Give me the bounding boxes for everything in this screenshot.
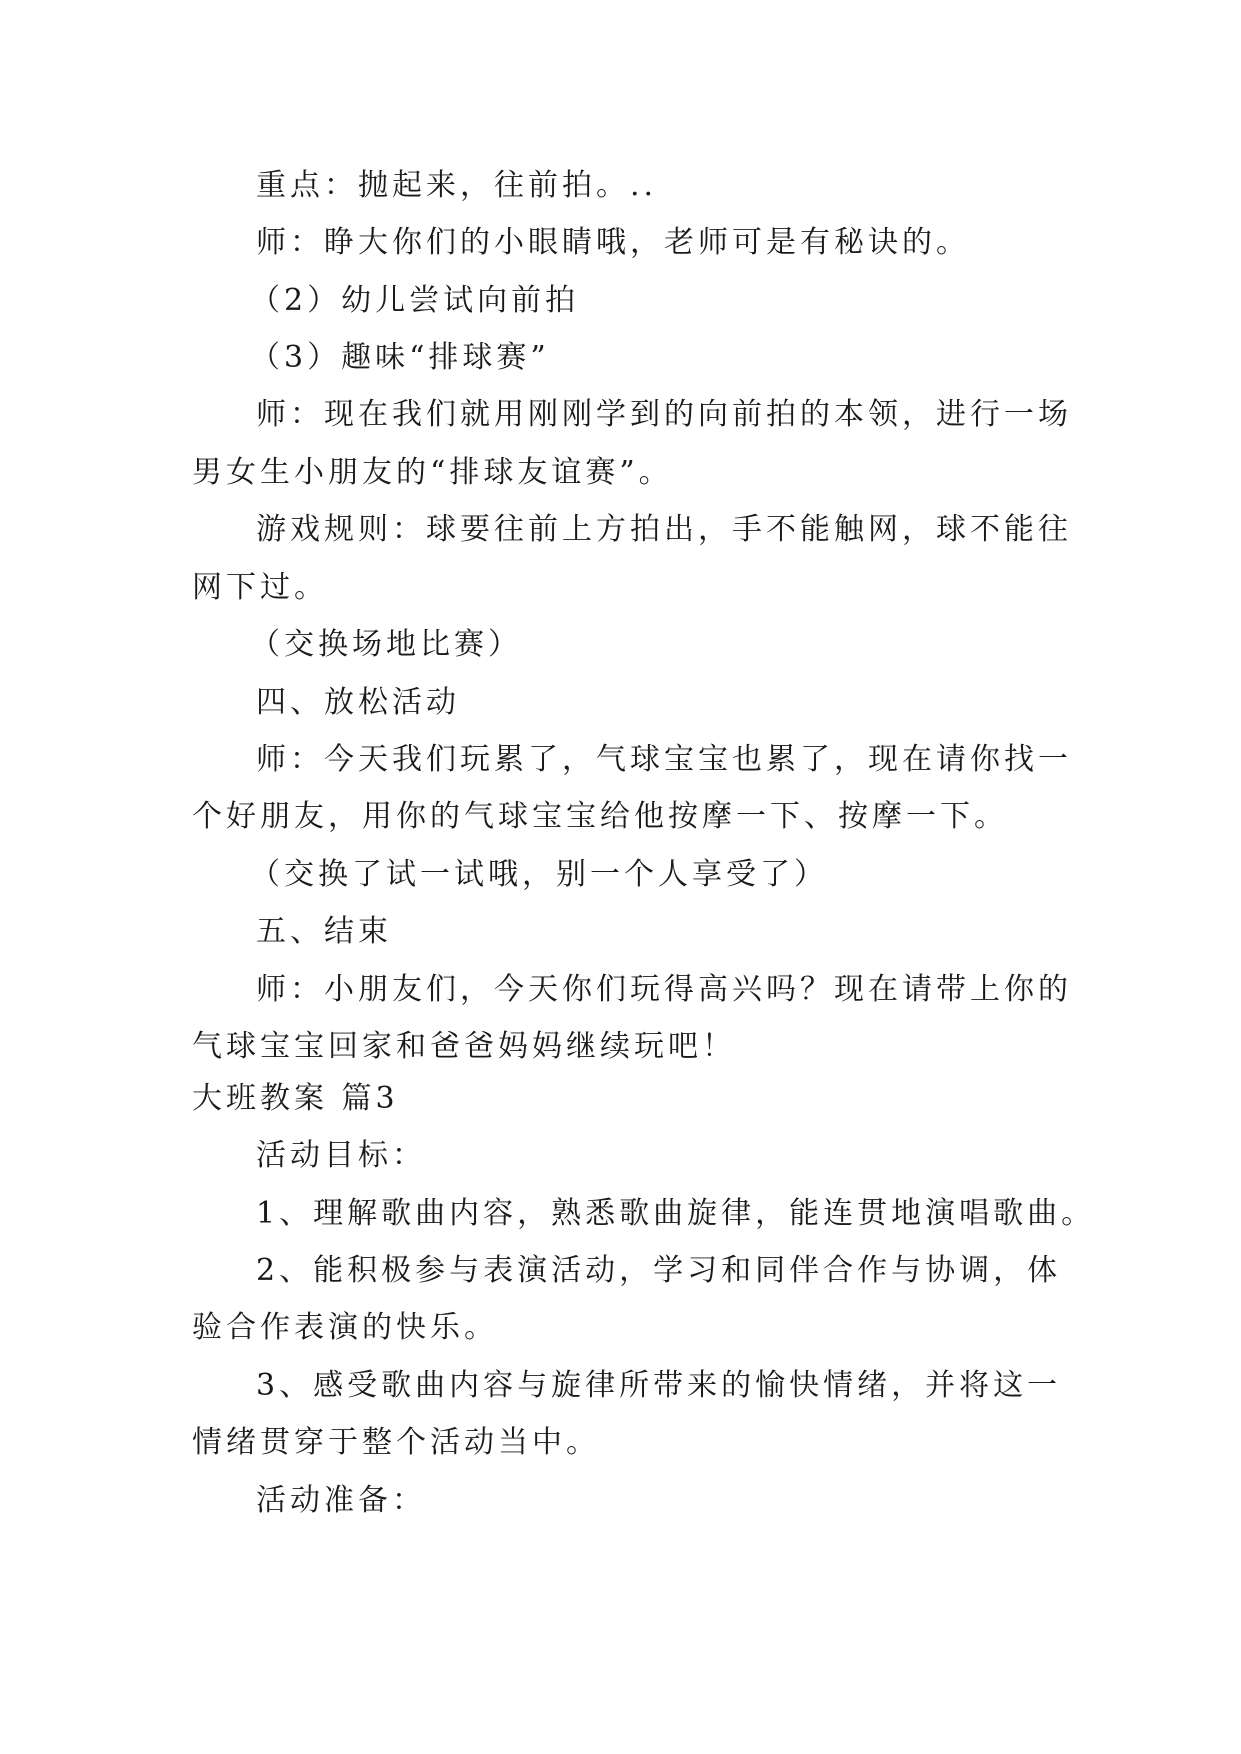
paragraph-line: 情绪贯穿于整个活动当中。 <box>192 1425 600 1460</box>
list-item: 1、理解歌曲内容，熟悉歌曲旋律，能连贯地演唱歌曲。 <box>256 1196 1096 1231</box>
paragraph-line: 重点：抛起来，往前拍。.. <box>256 168 658 203</box>
paragraph-line: 网下过。 <box>192 570 328 605</box>
paragraph-line: 活动目标： <box>256 1138 426 1173</box>
paragraph-line: 游戏规则：球要往前上方拍出，手不能触网，球不能往 <box>256 512 1072 547</box>
section-heading: 四、放松活动 <box>256 685 460 720</box>
list-item: 2、能积极参与表演活动，学习和同伴合作与协调，体 <box>256 1253 1062 1288</box>
list-item: 3、感受歌曲内容与旋律所带来的愉快情绪，并将这一 <box>256 1368 1062 1403</box>
paragraph-line: （交换了试一试哦，别一个人享受了） <box>250 857 828 892</box>
section-heading: 五、结束 <box>256 914 392 949</box>
paragraph-line: 验合作表演的快乐。 <box>192 1310 498 1345</box>
paragraph-line: 师：睁大你们的小眼睛哦，老师可是有秘诀的。 <box>256 225 970 260</box>
paragraph-line: （3）趣味“排球赛” <box>250 340 550 375</box>
paragraph-line: （2）幼儿尝试向前拍 <box>250 283 580 318</box>
paragraph-line: 个好朋友，用你的气球宝宝给他按摩一下、按摩一下。 <box>192 799 1008 834</box>
paragraph-line: 师：小朋友们，今天你们玩得高兴吗？现在请带上你的 <box>256 972 1072 1007</box>
paragraph-line: 师：现在我们就用刚刚学到的向前拍的本领，进行一场 <box>256 397 1072 432</box>
paragraph-line: 师：今天我们玩累了，气球宝宝也累了，现在请你找一 <box>256 742 1072 777</box>
paragraph-line: 活动准备： <box>256 1483 426 1518</box>
paragraph-line: 气球宝宝回家和爸爸妈妈继续玩吧！ <box>192 1029 736 1064</box>
section-title: 大班教案 篇3 <box>192 1081 399 1116</box>
paragraph-line: 男女生小朋友的“排球友谊赛”。 <box>192 455 673 490</box>
paragraph-line: （交换场地比赛） <box>250 627 522 662</box>
